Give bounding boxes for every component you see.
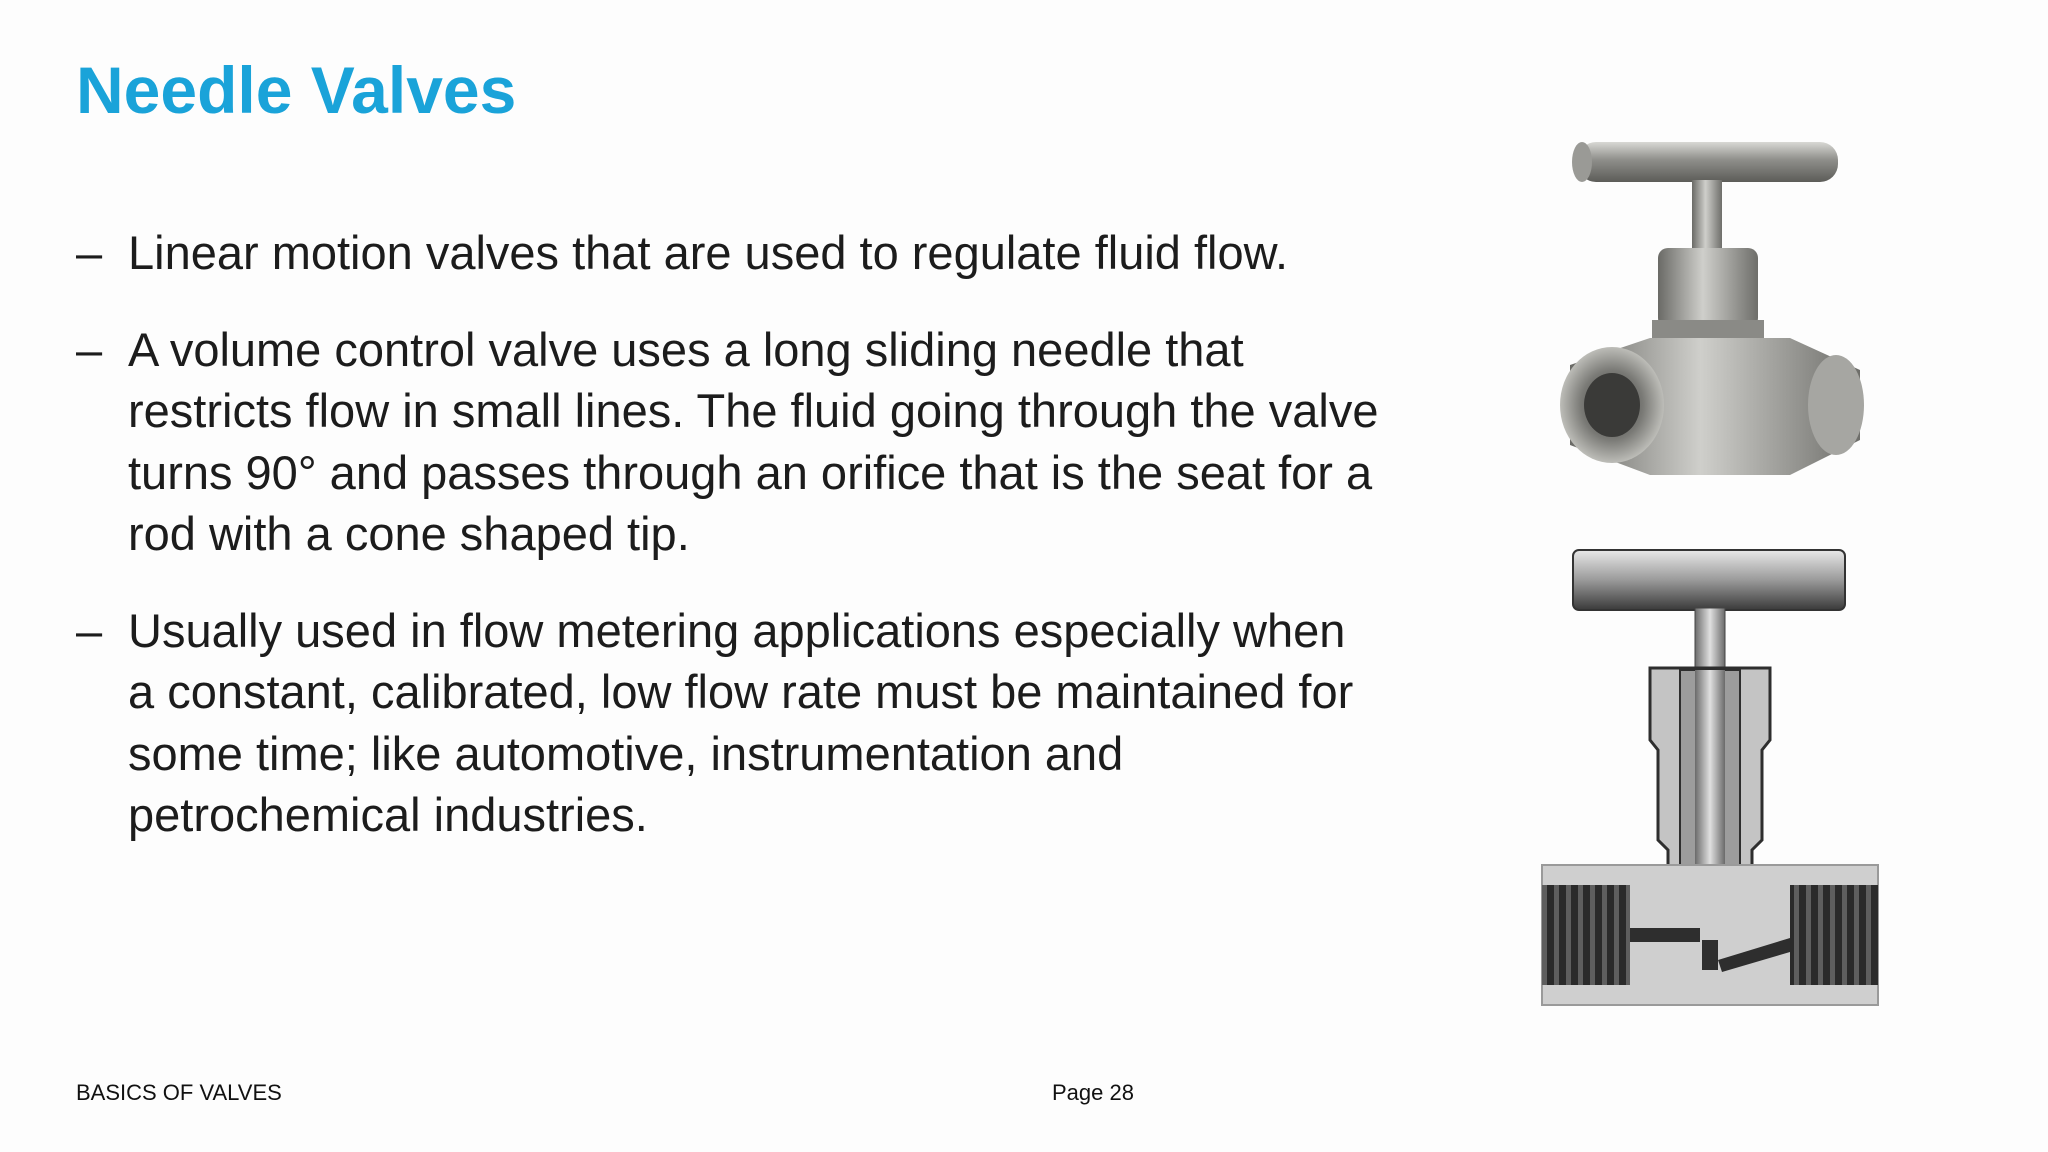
bullet-marker: – (76, 322, 103, 376)
bullet-list (76, 222, 1416, 881)
footer-course-title: BASICS OF VALVES (76, 1080, 282, 1105)
slide-title: Needle Valves (76, 53, 517, 127)
needle-valve-cutaway-icon (1530, 540, 1890, 1010)
bullet-item (76, 222, 1416, 284)
bullet-text: Usually used in flow metering applications especially when a constant, calibrated, low flow rate must be maintained for some time; like automotive, instrumentation and petrochemical industries. (128, 603, 1354, 841)
needle-valve-icon (1540, 130, 1880, 530)
bullet-item (76, 319, 1416, 565)
bullet-text: A volume control valve uses a long sliding needle that restricts flow in small lines. The fluid going through the valve turns 90° and passes through an orifice that is the seat for a rod with a cone shaped tip. (128, 322, 1379, 560)
bullet-item (76, 600, 1416, 846)
bullet-marker: – (76, 226, 103, 279)
bullet-marker: – (76, 603, 103, 657)
footer-page-number: Page 28 (1052, 1080, 1134, 1105)
bullet-text: Linear motion valves that are used to regulate fluid flow. (128, 226, 1289, 279)
